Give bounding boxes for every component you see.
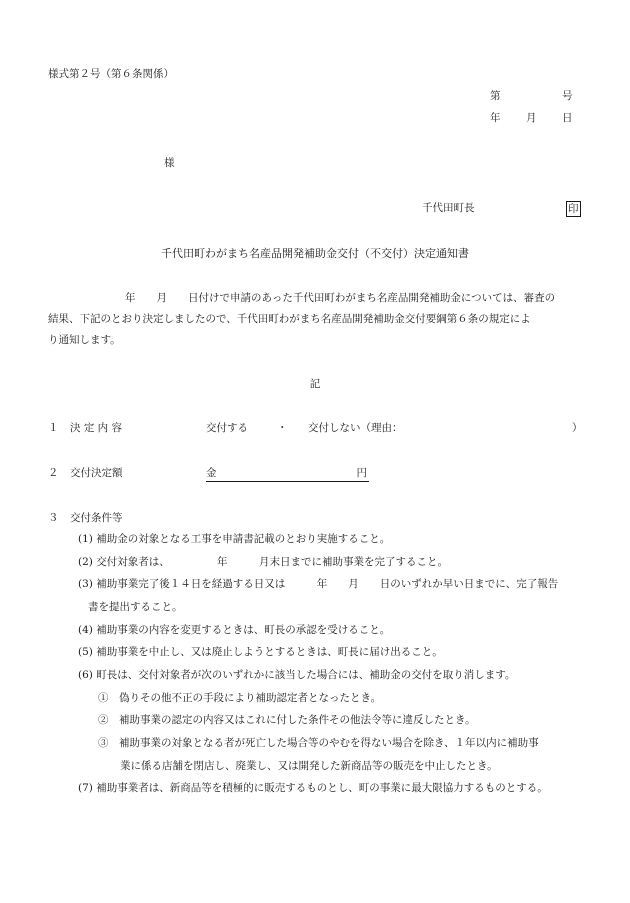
option-separator: ・ <box>277 422 288 434</box>
body-line-3: り通知します。 <box>48 334 121 346</box>
condition-3: (3) 補助事業完了後１４日を経過する日又は 年 月 日のいずれか早い日までに、完了報告 <box>78 578 559 590</box>
condition-3-cont: 書を提出すること。 <box>88 601 183 613</box>
condition-6-2: ② 補助事業の認定の内容又はこれに付した条件その他法令等に違反したとき。 <box>98 714 476 726</box>
section3-label: 交付条件等 <box>70 512 123 524</box>
document-title: 千代田町わがまち名産品開発補助金交付（不交付）決定通知書 <box>161 247 469 260</box>
body-line-1: 年 月 日付けで申請のあった千代田町わがまち名産品開発補助金については、審査の <box>104 292 556 304</box>
option-grant: 交付する <box>206 422 248 434</box>
amount-field <box>206 467 369 482</box>
number-prefix: 第 <box>490 90 501 102</box>
condition-2: (2) 交付対象者は、 年 月末日までに補助事業を完了すること。 <box>78 556 448 568</box>
option-no-grant: 交付しない（理由： <box>308 422 403 434</box>
condition-6-1: ① 偽りその他不正の手段により補助認定者となったとき。 <box>98 692 382 704</box>
section1-label: 決 定 内 容 <box>70 422 123 434</box>
ki-heading: 記 <box>309 378 321 390</box>
condition-6-3-cont: 業に係る店舗を閉店し、廃業し、又は開発した新商品等の販売を中止したとき。 <box>120 760 498 772</box>
section1-number: １ <box>48 422 59 434</box>
section2-label: 交付決定額 <box>70 467 123 479</box>
addressee-suffix: 様 <box>164 157 175 169</box>
body-paragraph <box>48 288 585 351</box>
section3-number: ３ <box>48 512 59 524</box>
condition-5: (5) 補助事業を中止し、又は廃止しようとするときは、町長に届け出ること。 <box>78 646 443 658</box>
form-label: 様式第２号（第６条関係） <box>48 68 174 80</box>
date-year: 年 <box>490 112 501 124</box>
condition-1: (1) 補助金の対象となる工事を申請書記載のとおり実施すること。 <box>78 533 391 545</box>
condition-6: (6) 町長は、交付対象者が次のいずれかに該当した場合には、補助金の交付を取り消します。 <box>78 669 516 681</box>
section2-number: ２ <box>48 467 59 479</box>
seal-mark <box>566 201 581 217</box>
issuer-name: 千代田町長 <box>422 202 475 214</box>
condition-6-3: ③ 補助事業の対象となる者が死亡した場合等のやむを得ない場合を除き、１年以内に補助事 <box>98 737 539 749</box>
amount-kin: 金 <box>206 467 217 479</box>
condition-7: (7) 補助事業者は、新商品等を積極的に販売するものとし、町の事業に最大限協力するものとする。 <box>78 782 548 794</box>
amount-yen: 円 <box>356 467 367 479</box>
date-month: 月 <box>526 112 537 124</box>
seal-text: 印 <box>568 203 579 215</box>
date-day: 日 <box>562 112 573 124</box>
condition-4: (4) 補助事業の内容を変更するときは、町長の承認を受けること。 <box>78 624 391 636</box>
body-line-2: 結果、下記のとおり決定しましたので、千代田町わがまち名産品開発補助金交付要綱第６条の規定によ <box>48 313 531 325</box>
reason-close-paren: ） <box>572 422 583 434</box>
number-suffix: 号 <box>562 90 573 102</box>
